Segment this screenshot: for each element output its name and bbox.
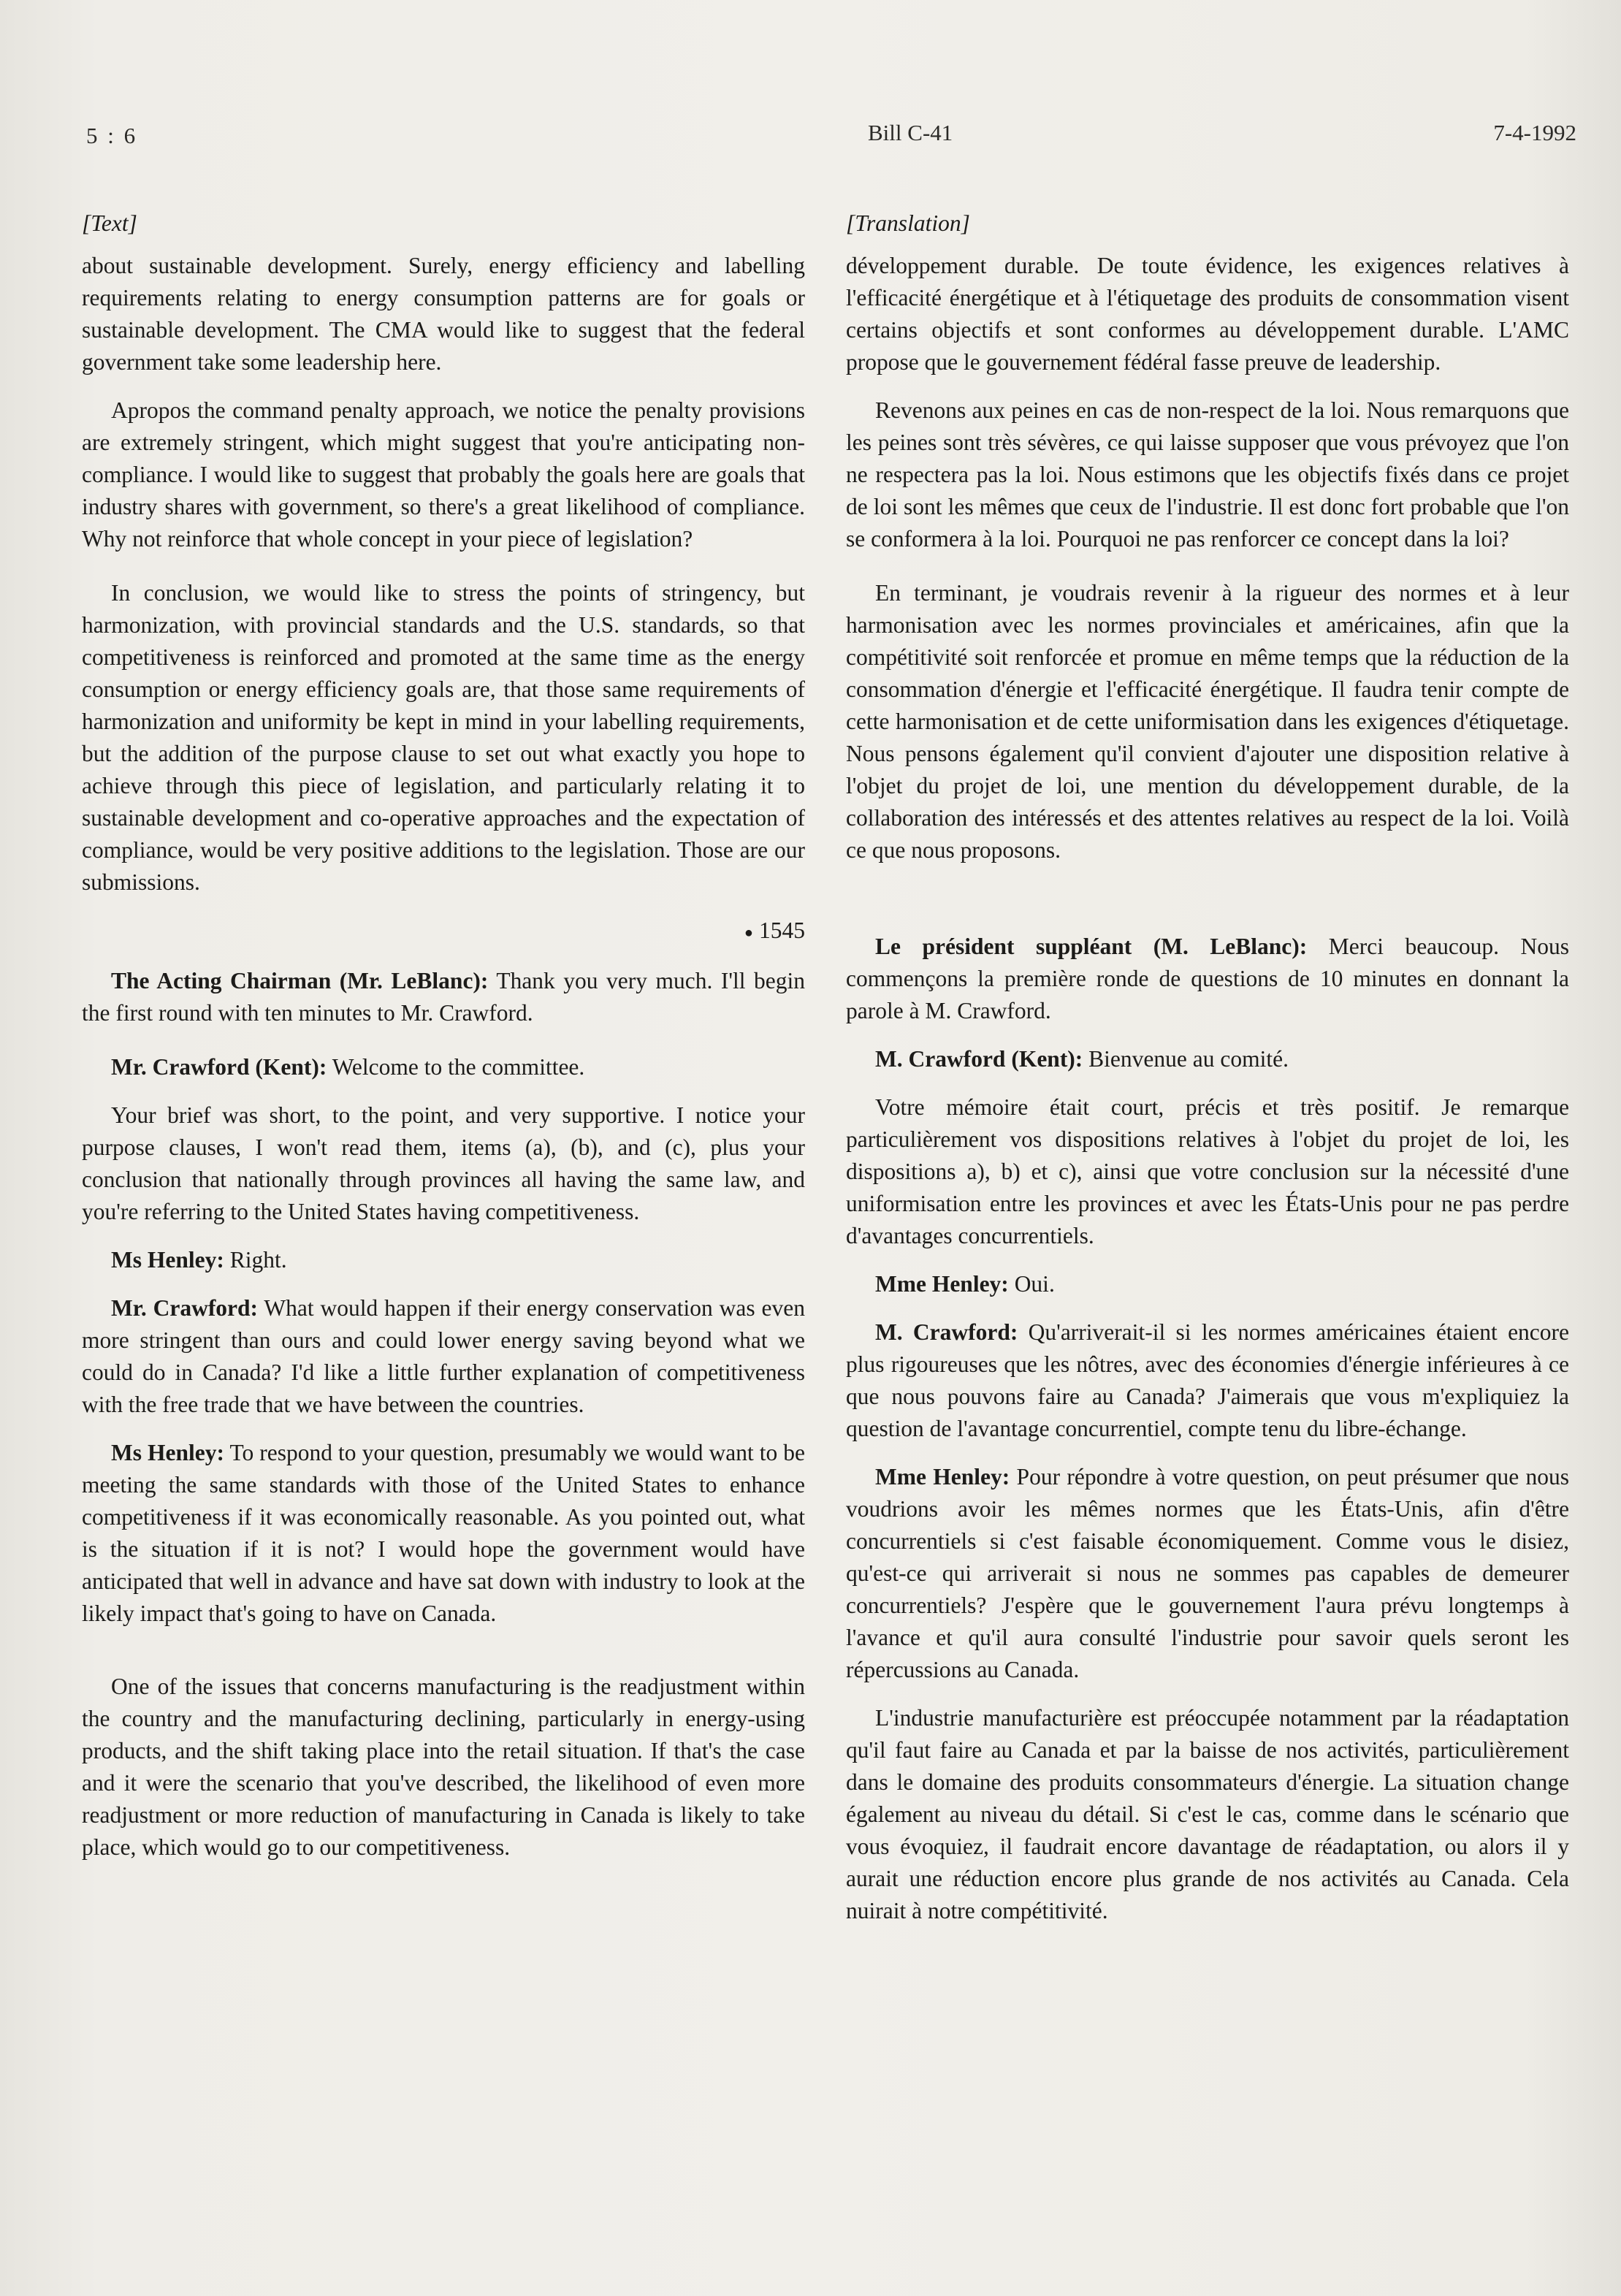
paragraph: développement durable. De toute évidence, les exigences relatives à l'efficacité énergétique et à l'étiquetage des produits de consommation visent certains objectifs et sont conformes au développement durable. L'AMC propose que le gouvernement fédéral fasse preuve de leadership.: [846, 253, 1569, 375]
speaker-turn: M. Crawford: Qu'arriverait-il si les normes américaines étaient encore plus rigoureuses que les nôtres, avec des économies d'énergie inférieures à ce que nous pouvons faire au Canada? J'aimerais que vous m'expliquiez la question de l'avantage concurrentiel, compte tenu du libre-échange.: [846, 1319, 1569, 1441]
page-header: [86, 117, 1576, 161]
speaker-name: M. Crawford:: [875, 1319, 1018, 1345]
paragraph: L'industrie manufacturière est préoccupée notamment par la réadaptation qu'il faut faire au Canada et par la baisse de nos activités, particulièrement dans le domaine des produits consommateurs d'énergie. La situation change également au niveau du détail. Si c'est le cas, comme dans le scénario que vous évoquiez, il faudrait encore davantage de réadaptation, ou alors il y aurait une réduction encore plus grande de nos activités au Canada. Cela nuirait à notre compétitivité.: [846, 1705, 1569, 1923]
french-column: [846, 207, 1569, 1943]
speaker-name: Ms Henley:: [111, 1439, 224, 1465]
speaker-turn: Mr. Crawford: What would happen if their energy conservation was even more stringent than ours and could lower energy saving beyond what we could do in Canada? I'd like a little further explanation of competitiveness with the free trade that we have between the countries.: [82, 1294, 806, 1417]
speaker-name: Le président suppléant (M. LeBlanc):: [875, 934, 1308, 959]
bullet-icon: ●: [744, 924, 753, 941]
speaker-name: Mr. Crawford (Kent):: [111, 1053, 327, 1080]
speaker-turn: Mr. Crawford (Kent): Welcome to the committee.: [111, 1053, 585, 1080]
speaker-name: Mr. Crawford:: [111, 1294, 259, 1321]
speaker-turn: Le président suppléant (M. LeBlanc): Merci beaucoup. Nous commençons la première ronde de questions de 10 minutes en donnant la parole à M. Crawford.: [846, 934, 1569, 1023]
speaker-turn: Mme Henley: Oui.: [875, 1271, 1055, 1297]
paragraph: about sustainable development. Surely, energy efficiency and labelling requirements relating to energy consumption patterns are for goals or sustainable development. The CMA would like to suggest that the federal government take some leadership here.: [82, 253, 805, 375]
translation-tag: [Translation]: [846, 210, 970, 236]
paragraph: Apropos the command penalty approach, we notice the penalty provisions are extremely stringent, which might suggest that you're anticipating non-compliance. I would like to suggest that probably the goals here are goals that industry shares with government, so there's a great likelihood of compliance. Why not reinforce that whole concept in your piece of legislation?: [82, 397, 805, 552]
speaker-name: Ms Henley:: [111, 1246, 224, 1273]
bill-title: Bill C-41: [868, 120, 953, 145]
paragraph: Revenons aux peines en cas de non-respect de la loi. Nous remarquons que les peines sont très sévères, ce qui laisse supposer que vous prévoyez que l'on ne respectera pas la loi. Nous estimons que les objectifs fixés dans ce projet de loi sont les mêmes que ceux de l'industrie. Il est donc fort probable que l'on se conformera à la loi. Pourquoi ne pas renforcer ce concept dans la loi?: [846, 397, 1569, 552]
date: 7-4-1992: [1493, 120, 1576, 145]
paragraph: Votre mémoire était court, précis et très positif. Je remarque particulièrement vos dispositions relatives à l'objet du projet de loi, les dispositions a), b) et c), ainsi que votre conclusion sur la nécessité d'une uniformisation entre les provinces et avec les États-Unis pour ne pas perdre d'avantages concurrentiels.: [846, 1094, 1569, 1248]
page-number: 5 : 6: [86, 123, 138, 148]
speaker-name: Mme Henley:: [875, 1464, 1010, 1490]
speaker-name: The Acting Chairman (Mr. LeBlanc):: [111, 967, 489, 993]
speaker-name: M. Crawford (Kent):: [875, 1046, 1083, 1072]
paragraph: Your brief was short, to the point, and very supportive. I notice your purpose clauses, I won't read them, items (a), (b), and (c), plus your conclusion that nationally through provinces all having the same law, and you're referring to the United States having competitiveness.: [82, 1102, 805, 1224]
english-column: [82, 207, 805, 1880]
speaker-name: Mme Henley:: [875, 1271, 1009, 1297]
speaker-turn: Ms Henley: To respond to your question, presumably we would want to be meeting the same standards with those of the United States to enhance competitiveness if it was economically reasonable. As you pointed out, what is the situation if it is not? I would hope the government would have anticipated that well in advance and have sat down with industry to look at the likely impact that's going to have on Canada.: [82, 1439, 806, 1626]
paragraph: En terminant, je voudrais revenir à la rigueur des normes et à leur harmonisation avec les normes provinciales et américaines, afin que la compétitivité soit renforcée et promue en même temps que la réduction de la consommation d'énergie et l'efficacité énergétique. Il faudra tenir compte de cette harmonisation et de cette uniformisation dans les exigences d'étiquetage. Nous pensons également qu'il convient d'ajouter une disposition relative à l'objet du projet de loi, une mention du développement durable, de la collaboration des intéressés et des attentes relatives au respect de la loi. Voilà ce que nous proposons.: [846, 580, 1569, 863]
spacer: [846, 882, 1569, 931]
speaker-turn: Ms Henley: Right.: [111, 1246, 287, 1273]
paragraph: In conclusion, we would like to stress the points of stringency, but harmonization, with provincial standards and the U.S. standards, so that competitiveness is reinforced and promoted at the same time as the energy consumption or energy efficiency goals are, that those same requirements of harmonization and uniformity be kept in mind in your labelling requirements, but the addition of the purpose clause to set out what exactly you hope to achieve through this piece of legislation, and particularly relating it to sustainable development and co-operative approaches and the expectation of compliance, would be very positive additions to the legislation. Those are our submissions.: [82, 580, 805, 895]
speaker-turn: Mme Henley: Pour répondre à votre question, on peut présumer que nous voudrions avoir les mêmes normes que les États-Unis, afin d'être concurrentiels si c'est faisable économiquement. Comme vous le disiez, qu'est-ce qui arriverait si nous ne sommes pas capables de demeurer concurrentiels? J'espère que le gouvernement l'aura prévu longtemps à l'avance et qu'il aura consulté l'industrie pour savoir quels seront les répercussions au Canada.: [846, 1464, 1569, 1682]
paragraph: One of the issues that concerns manufacturing is the readjustment within the country and the manufacturing declining, particularly in energy-using products, and the shift taking place into the retail situation. If that's the case and it were the scenario that you've described, the likelihood of even more readjustment or more reduction of manufacturing in Canada is likely to take place, which would go to our competitiveness.: [82, 1673, 805, 1860]
speaker-turn: M. Crawford (Kent): Bienvenue au comité.: [875, 1046, 1289, 1072]
text-tag: [Text]: [82, 210, 137, 236]
timestamp: ● 1545: [744, 918, 805, 943]
speaker-turn: The Acting Chairman (Mr. LeBlanc): Thank you very much. I'll begin the first round with ten minutes to Mr. Crawford.: [82, 967, 805, 1026]
